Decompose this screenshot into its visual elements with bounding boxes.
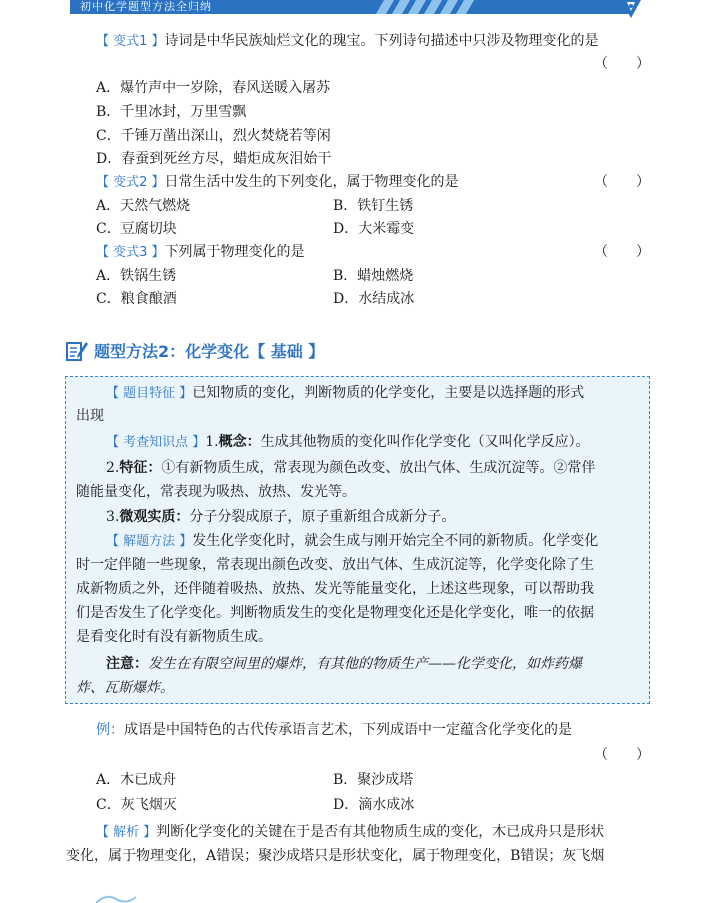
method-tag: 【 解题方法 】: [106, 534, 193, 549]
page-header: [0, 0, 706, 20]
feature-line-2: 出现: [76, 408, 104, 424]
knowledge-line-1: [106, 432, 590, 453]
method-line-1: [106, 531, 598, 552]
option-b: B．铁钉生锈: [333, 198, 414, 214]
analysis-line-1: [96, 822, 604, 843]
knowledge-line-2b: 随能量变化，常表现为吸热、放热、发光等。: [76, 484, 356, 500]
answer-paren: （ ）: [594, 747, 650, 763]
option-c: C．灰飞烟灭: [96, 797, 177, 813]
note-text: 发生在有限空间里的爆炸，有其他的物质生产——化学变化，如炸药爆: [148, 656, 582, 672]
method-text: 发生化学变化时，就会生成与刚开始完全不同的新物质。化学变化: [192, 533, 599, 549]
option-d: D．大米霉变: [333, 221, 415, 237]
k2-num: 2.: [106, 460, 120, 476]
option-c: C．千锤万凿出深山，烈火焚烧若等闲: [96, 128, 331, 144]
analysis-tag: 【 解析 】: [96, 825, 157, 840]
option-a: A．爆竹声中一岁除，春风送暖入屠苏: [96, 80, 331, 96]
question-stem: 日常生活中发生的下列变化，属于物理变化的是: [164, 174, 459, 190]
question-stem: 诗词是中华民族灿烂文化的瑰宝。下列诗句描述中只涉及物理变化的是: [164, 33, 599, 49]
k1-text: 生成其他物质的变化叫作化学变化（又叫化学反应）。: [260, 434, 590, 450]
method-line-5: 是看变化时有没有新物质生成。: [76, 629, 272, 645]
analysis-line-2: 变化，属于物理变化，A错误；聚沙成塔只是形状变化，属于物理变化，B错误；灰飞烟: [66, 848, 605, 864]
feature-line: [106, 383, 584, 404]
option-b: B．蜡烛燃烧: [333, 268, 414, 284]
note-line-1: [106, 654, 582, 674]
k1-label: 概念：: [218, 434, 261, 450]
option-a: A．铁锅生锈: [96, 268, 177, 284]
analysis-text: 判断化学变化的关键在于是否有其他物质生成的变化，木已成舟只是形状: [156, 824, 605, 840]
example-question: [96, 720, 572, 740]
question-tag: 【 变式1 】: [96, 34, 165, 49]
option-a: A．木已成舟: [96, 772, 177, 788]
header-title: 初中化学题型方法全归纳: [80, 0, 212, 13]
answer-paren: （ ）: [594, 174, 650, 190]
answer-paren: （ ）: [594, 244, 650, 260]
question-tag: 【 变式2 】: [96, 175, 165, 190]
question-tag: 【 变式3 】: [96, 245, 165, 260]
option-c: C．粮食酿酒: [96, 291, 177, 307]
option-d: D．春蚕到死丝方尽，蜡炬成灰泪始干: [96, 151, 332, 167]
k3-text: 分子分裂成原子，原子重新组合成新分子。: [189, 509, 456, 525]
option-b: B．千里冰封，万里雪飘: [96, 104, 247, 120]
method-line-4: 们是否发生了化学变化。判断物质发生的变化是物理变化还是化学变化，唯一的依据: [76, 605, 594, 621]
example-label: 例：: [96, 722, 124, 738]
k2-text: ①有新物质生成，常表现为颜色改变、放出气体、生成沉淀等。②常伴: [161, 460, 596, 476]
footer-wave-icon: [96, 893, 136, 903]
note-line-2: 炸、瓦斯爆炸。: [76, 680, 174, 696]
option-d: D．水结成冰: [333, 291, 415, 307]
k1-num: 1.: [205, 434, 219, 450]
question-3: [96, 242, 305, 263]
option-d: D．滴水成冰: [333, 797, 415, 813]
answer-paren: （ ）: [594, 56, 650, 72]
question-2: [96, 172, 459, 193]
method-line-3: 成新物质之外，还伴随着吸热、放热、发光等能量变化，上述这些现象，可以帮助我: [76, 581, 594, 597]
k3-label: 微观实质：: [119, 509, 190, 525]
option-b: B．聚沙成塔: [333, 772, 414, 788]
example-stem: 成语是中国特色的古代传承语言艺术，下列成语中一定蕴含化学变化的是: [124, 722, 572, 738]
section-title: 题型方法2：化学变化【 基础 】: [94, 342, 325, 361]
k3-num: 3.: [106, 509, 120, 525]
option-c: C．豆腐切块: [96, 221, 177, 237]
question-stem: 下列属于物理变化的是: [164, 244, 305, 260]
pen-nib-icon: [618, 0, 644, 20]
knowledge-line-2: [106, 458, 595, 478]
note-label: 注意：: [106, 656, 148, 672]
question-1: [96, 31, 599, 52]
k2-label: 特征：: [119, 460, 162, 476]
option-a: A．天然气燃烧: [96, 198, 191, 214]
notebook-pen-icon: [66, 340, 88, 362]
feature-tag: 【 题目特征 】: [106, 386, 193, 401]
feature-text: 已知物质的变化，判断物质的化学变化，主要是以选择题的形式: [192, 385, 585, 401]
method-line-2: 时一定伴随一些现象，常表现出颜色改变、放出气体、生成沉淀等，化学变化除了生: [76, 557, 594, 573]
knowledge-line-3: [106, 507, 455, 527]
knowledge-tag: 【 考查知识点 】: [106, 435, 206, 450]
